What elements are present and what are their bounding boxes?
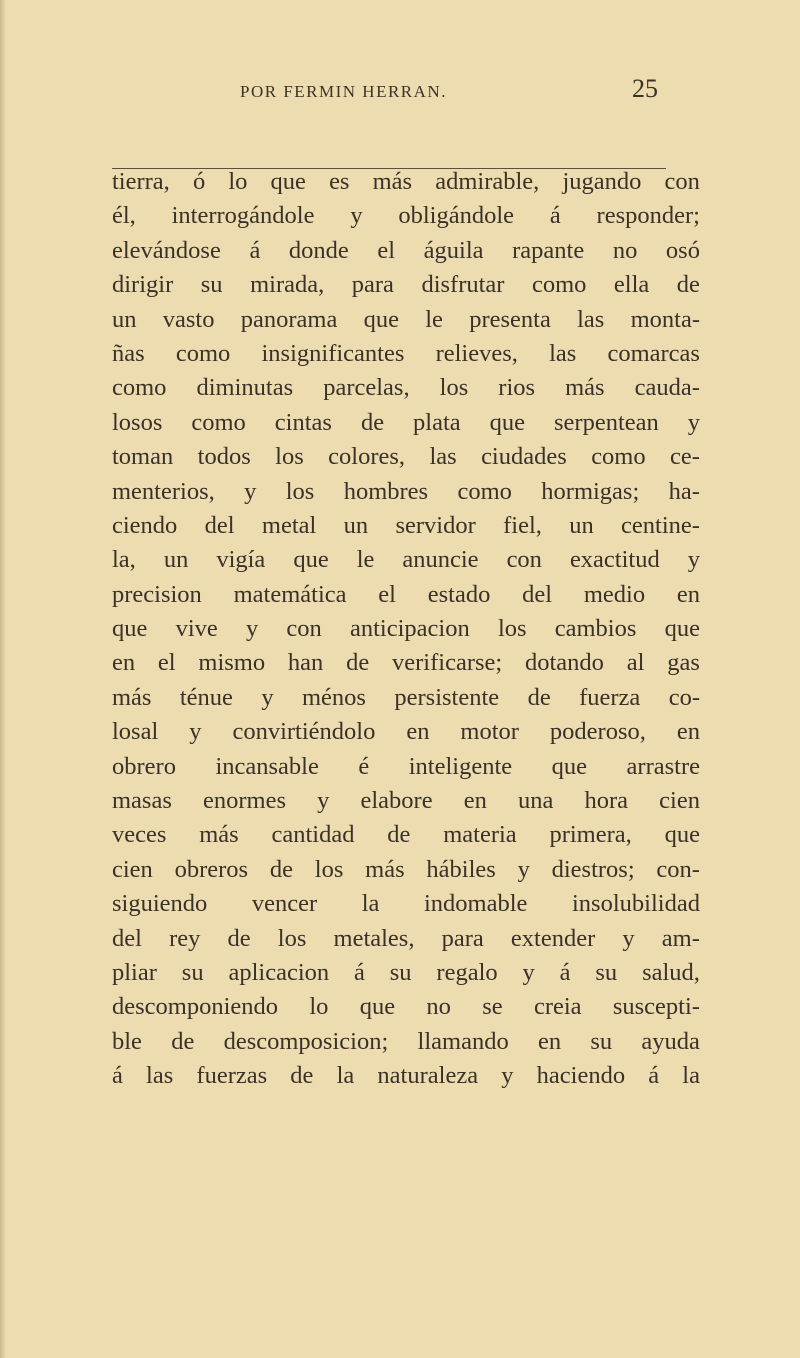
word: á bbox=[559, 958, 571, 986]
word: salud, bbox=[642, 958, 700, 986]
word: co- bbox=[668, 683, 700, 711]
text-line bbox=[112, 956, 700, 990]
word: exactitud bbox=[569, 546, 660, 574]
word: precision bbox=[112, 580, 202, 608]
word: matemática bbox=[233, 580, 347, 608]
word: menterios, bbox=[112, 477, 215, 505]
body-text bbox=[112, 165, 700, 1094]
word: osó bbox=[665, 236, 700, 264]
word: ble bbox=[112, 1027, 142, 1055]
word: con- bbox=[656, 855, 700, 883]
word: de bbox=[171, 1027, 195, 1055]
word: un bbox=[163, 546, 189, 574]
word: diestros; bbox=[551, 855, 635, 883]
word: ayuda bbox=[641, 1027, 700, 1055]
word: las bbox=[549, 339, 577, 367]
word: suscepti- bbox=[612, 993, 700, 1021]
word: como bbox=[591, 443, 646, 471]
word: su bbox=[200, 271, 223, 299]
word: ce- bbox=[670, 443, 700, 471]
word: ha- bbox=[668, 477, 700, 505]
text-line bbox=[112, 406, 700, 440]
word: todos bbox=[197, 443, 251, 471]
word: medio bbox=[583, 580, 646, 608]
word: de bbox=[387, 821, 411, 849]
word: incansable bbox=[215, 752, 319, 780]
text-line bbox=[112, 750, 700, 784]
word: más bbox=[112, 683, 152, 711]
word: un bbox=[112, 305, 137, 333]
word: que bbox=[664, 615, 700, 643]
word: admirable, bbox=[435, 168, 540, 195]
word: la bbox=[336, 1062, 355, 1090]
text-line bbox=[112, 1059, 700, 1093]
word: á bbox=[648, 1062, 660, 1090]
word: más bbox=[199, 821, 239, 849]
word: cien bbox=[112, 855, 153, 883]
word: que bbox=[112, 615, 148, 643]
word: con bbox=[506, 546, 542, 574]
word: los bbox=[275, 443, 304, 471]
running-title: POR FERMIN HERRAN. bbox=[240, 82, 447, 101]
word: y bbox=[261, 683, 274, 711]
word: tierra, bbox=[112, 168, 170, 195]
word: de bbox=[290, 1062, 314, 1090]
word: á bbox=[354, 958, 365, 986]
word: monta- bbox=[630, 305, 700, 333]
word: la, bbox=[112, 546, 136, 574]
word: centine- bbox=[621, 511, 700, 539]
word: pliar bbox=[112, 958, 157, 986]
word: gas bbox=[667, 649, 700, 677]
word: la bbox=[682, 1062, 700, 1090]
word: el bbox=[157, 649, 176, 677]
word: diminutas bbox=[196, 374, 294, 402]
text-line bbox=[112, 440, 700, 474]
text-line bbox=[112, 715, 700, 749]
word: del bbox=[204, 511, 235, 539]
word: anticipacion bbox=[350, 615, 470, 643]
word: con bbox=[664, 168, 700, 195]
word: un bbox=[569, 511, 594, 539]
text-line bbox=[112, 887, 700, 921]
word: ciudades bbox=[481, 443, 567, 471]
word: de bbox=[360, 408, 385, 436]
word: colores, bbox=[328, 443, 406, 471]
word: insolubilidad bbox=[572, 890, 700, 918]
word: primera, bbox=[549, 821, 632, 849]
word: elevándose bbox=[112, 236, 221, 264]
word: con bbox=[286, 615, 322, 643]
word: y bbox=[517, 855, 530, 883]
word: inteligente bbox=[408, 752, 513, 780]
word: cauda- bbox=[634, 374, 700, 402]
word: toman bbox=[112, 443, 174, 471]
word: en bbox=[676, 580, 700, 608]
word: más bbox=[365, 855, 405, 883]
word: plata bbox=[413, 408, 461, 436]
word: no bbox=[426, 993, 451, 1021]
word: de bbox=[676, 271, 700, 299]
word: una bbox=[517, 787, 554, 815]
word: en bbox=[406, 718, 430, 746]
word: mirada, bbox=[250, 271, 325, 299]
word: obligándole bbox=[398, 202, 515, 230]
word: como bbox=[175, 339, 231, 367]
text-line bbox=[112, 303, 700, 337]
text-line bbox=[112, 784, 700, 818]
word: que bbox=[293, 546, 329, 574]
word: materia bbox=[443, 821, 517, 849]
word: metal bbox=[261, 511, 317, 539]
word: en bbox=[676, 718, 700, 746]
text-line bbox=[112, 681, 700, 715]
word: arrastre bbox=[626, 752, 700, 780]
word: águila bbox=[423, 236, 484, 264]
word: de bbox=[527, 683, 551, 711]
text-line bbox=[112, 818, 700, 852]
word: el bbox=[377, 236, 396, 264]
word: han bbox=[287, 649, 324, 677]
word: un bbox=[343, 511, 369, 539]
word: fuerzas bbox=[196, 1062, 268, 1090]
word: rey bbox=[169, 924, 201, 952]
word: es bbox=[329, 168, 350, 195]
word: estado bbox=[427, 580, 491, 608]
word: y bbox=[687, 546, 700, 574]
word: haciendo bbox=[536, 1062, 626, 1090]
word: ténue bbox=[179, 683, 233, 711]
page-edge-shadow bbox=[0, 0, 6, 1358]
word: del bbox=[522, 580, 553, 608]
word: ménos bbox=[302, 683, 366, 711]
word: hormigas; bbox=[541, 477, 640, 505]
word: los bbox=[277, 924, 307, 952]
word: su bbox=[590, 1027, 613, 1055]
word: las bbox=[577, 305, 605, 333]
word: serpentean bbox=[554, 408, 659, 436]
word: comarcas bbox=[607, 339, 700, 367]
word: hombres bbox=[343, 477, 429, 505]
word: hábiles bbox=[426, 855, 496, 883]
word: lo bbox=[309, 993, 329, 1021]
word: que bbox=[363, 305, 399, 333]
word: persistente bbox=[394, 683, 500, 711]
word: lo bbox=[228, 168, 248, 195]
word: rios bbox=[498, 374, 536, 402]
word: masas bbox=[112, 787, 172, 815]
word: las bbox=[146, 1062, 174, 1090]
word: é bbox=[358, 752, 370, 780]
word: metales, bbox=[333, 924, 415, 952]
text-line bbox=[112, 646, 700, 680]
word: descomposicion; bbox=[223, 1027, 389, 1055]
word: dirigir bbox=[112, 271, 174, 299]
word: naturaleza bbox=[377, 1062, 479, 1090]
text-line bbox=[112, 853, 700, 887]
word: que bbox=[551, 752, 588, 780]
word: y bbox=[317, 787, 330, 815]
word: verificarse; bbox=[392, 649, 503, 677]
page-number: 25 bbox=[632, 74, 658, 103]
word: cambios bbox=[554, 615, 637, 643]
word: servidor bbox=[395, 511, 476, 539]
word: losos bbox=[112, 408, 163, 436]
word: como bbox=[191, 408, 246, 436]
word: indomable bbox=[424, 890, 528, 918]
word: le bbox=[425, 305, 443, 333]
word: extender bbox=[510, 924, 596, 952]
word: am- bbox=[661, 924, 700, 952]
word: se bbox=[482, 993, 503, 1021]
word: ó bbox=[192, 168, 206, 195]
word: ella bbox=[613, 271, 650, 299]
word: aplicacion bbox=[228, 958, 330, 986]
word: los bbox=[497, 615, 527, 643]
word: como bbox=[112, 374, 167, 402]
text-line bbox=[112, 543, 700, 577]
word: él, bbox=[112, 202, 136, 230]
word: disfrutar bbox=[421, 271, 505, 299]
word: los bbox=[314, 855, 344, 883]
text-line bbox=[112, 1025, 700, 1059]
word: cien bbox=[659, 787, 700, 815]
word: cintas bbox=[274, 408, 332, 436]
word: rapante bbox=[512, 236, 585, 264]
text-line bbox=[112, 234, 700, 268]
word: de bbox=[227, 924, 251, 952]
text-line bbox=[112, 475, 700, 509]
word: su bbox=[181, 958, 204, 986]
word: de bbox=[346, 649, 370, 677]
word: á bbox=[249, 236, 261, 264]
word: ciendo bbox=[112, 511, 178, 539]
word: que bbox=[489, 408, 526, 436]
word: anuncie bbox=[402, 546, 479, 574]
word: como bbox=[531, 271, 587, 299]
word: para bbox=[441, 924, 484, 952]
word: enormes bbox=[203, 787, 286, 815]
word: interrogándole bbox=[171, 202, 315, 230]
word: y bbox=[350, 202, 363, 230]
word: su bbox=[389, 958, 412, 986]
word: del bbox=[112, 924, 142, 952]
word: que bbox=[270, 168, 306, 195]
word: responder; bbox=[596, 202, 700, 230]
word: y bbox=[687, 408, 700, 436]
word: de bbox=[269, 855, 293, 883]
word: vigía bbox=[216, 546, 266, 574]
word: creia bbox=[533, 993, 582, 1021]
word: fuerza bbox=[579, 683, 641, 711]
text-line bbox=[112, 990, 700, 1024]
word: regalo bbox=[436, 958, 498, 986]
text-line bbox=[112, 165, 700, 199]
text-line bbox=[112, 612, 700, 646]
word: obreros bbox=[174, 855, 249, 883]
word: que bbox=[664, 821, 700, 849]
word: obrero bbox=[112, 752, 176, 780]
word: hora bbox=[584, 787, 629, 815]
word: panorama bbox=[240, 305, 338, 333]
text-line bbox=[112, 578, 700, 612]
word: y bbox=[189, 718, 202, 746]
word: al bbox=[626, 649, 645, 677]
word: que bbox=[359, 993, 396, 1021]
word: los bbox=[285, 477, 315, 505]
word: en bbox=[537, 1027, 562, 1055]
word: llamando bbox=[417, 1027, 509, 1055]
word: donde bbox=[288, 236, 349, 264]
word: más bbox=[372, 168, 413, 195]
word: jugando bbox=[562, 168, 642, 195]
text-line bbox=[112, 922, 700, 956]
word: elabore bbox=[360, 787, 433, 815]
word: y bbox=[244, 477, 257, 505]
word: como bbox=[457, 477, 512, 505]
word: y bbox=[522, 958, 535, 986]
word: relieves, bbox=[435, 339, 518, 367]
word: le bbox=[356, 546, 375, 574]
word: presenta bbox=[469, 305, 551, 333]
word: parcelas, bbox=[323, 374, 410, 402]
word: dotando bbox=[525, 649, 604, 677]
word: y bbox=[622, 924, 635, 952]
word: descomponiendo bbox=[112, 993, 279, 1021]
word: poderoso, bbox=[549, 718, 646, 746]
text-line bbox=[112, 371, 700, 405]
word: cantidad bbox=[271, 821, 355, 849]
text-line bbox=[112, 509, 700, 543]
word: no bbox=[612, 236, 638, 264]
word: más bbox=[565, 374, 605, 402]
text-line bbox=[112, 337, 700, 371]
word: la bbox=[361, 890, 380, 918]
word: mismo bbox=[198, 649, 266, 677]
word: á bbox=[549, 202, 561, 230]
word: su bbox=[595, 958, 618, 986]
text-line bbox=[112, 268, 700, 302]
word: los bbox=[439, 374, 469, 402]
word: insignificantes bbox=[261, 339, 405, 367]
word: á bbox=[112, 1062, 123, 1090]
word: para bbox=[351, 271, 394, 299]
word: y bbox=[245, 615, 259, 643]
word: motor bbox=[460, 718, 519, 746]
word: fiel, bbox=[503, 511, 542, 539]
word: y bbox=[501, 1062, 514, 1090]
word: vasto bbox=[162, 305, 215, 333]
word: el bbox=[378, 580, 396, 608]
word: vive bbox=[175, 615, 218, 643]
word: vencer bbox=[251, 890, 318, 918]
word: losal bbox=[112, 718, 159, 746]
text-line bbox=[112, 199, 700, 233]
word: veces bbox=[112, 821, 167, 849]
word: las bbox=[429, 443, 457, 471]
word: convirtiéndolo bbox=[232, 718, 376, 746]
word: en bbox=[112, 649, 136, 677]
word: ñas bbox=[112, 339, 145, 367]
word: siguiendo bbox=[112, 890, 208, 918]
word: en bbox=[463, 787, 487, 815]
